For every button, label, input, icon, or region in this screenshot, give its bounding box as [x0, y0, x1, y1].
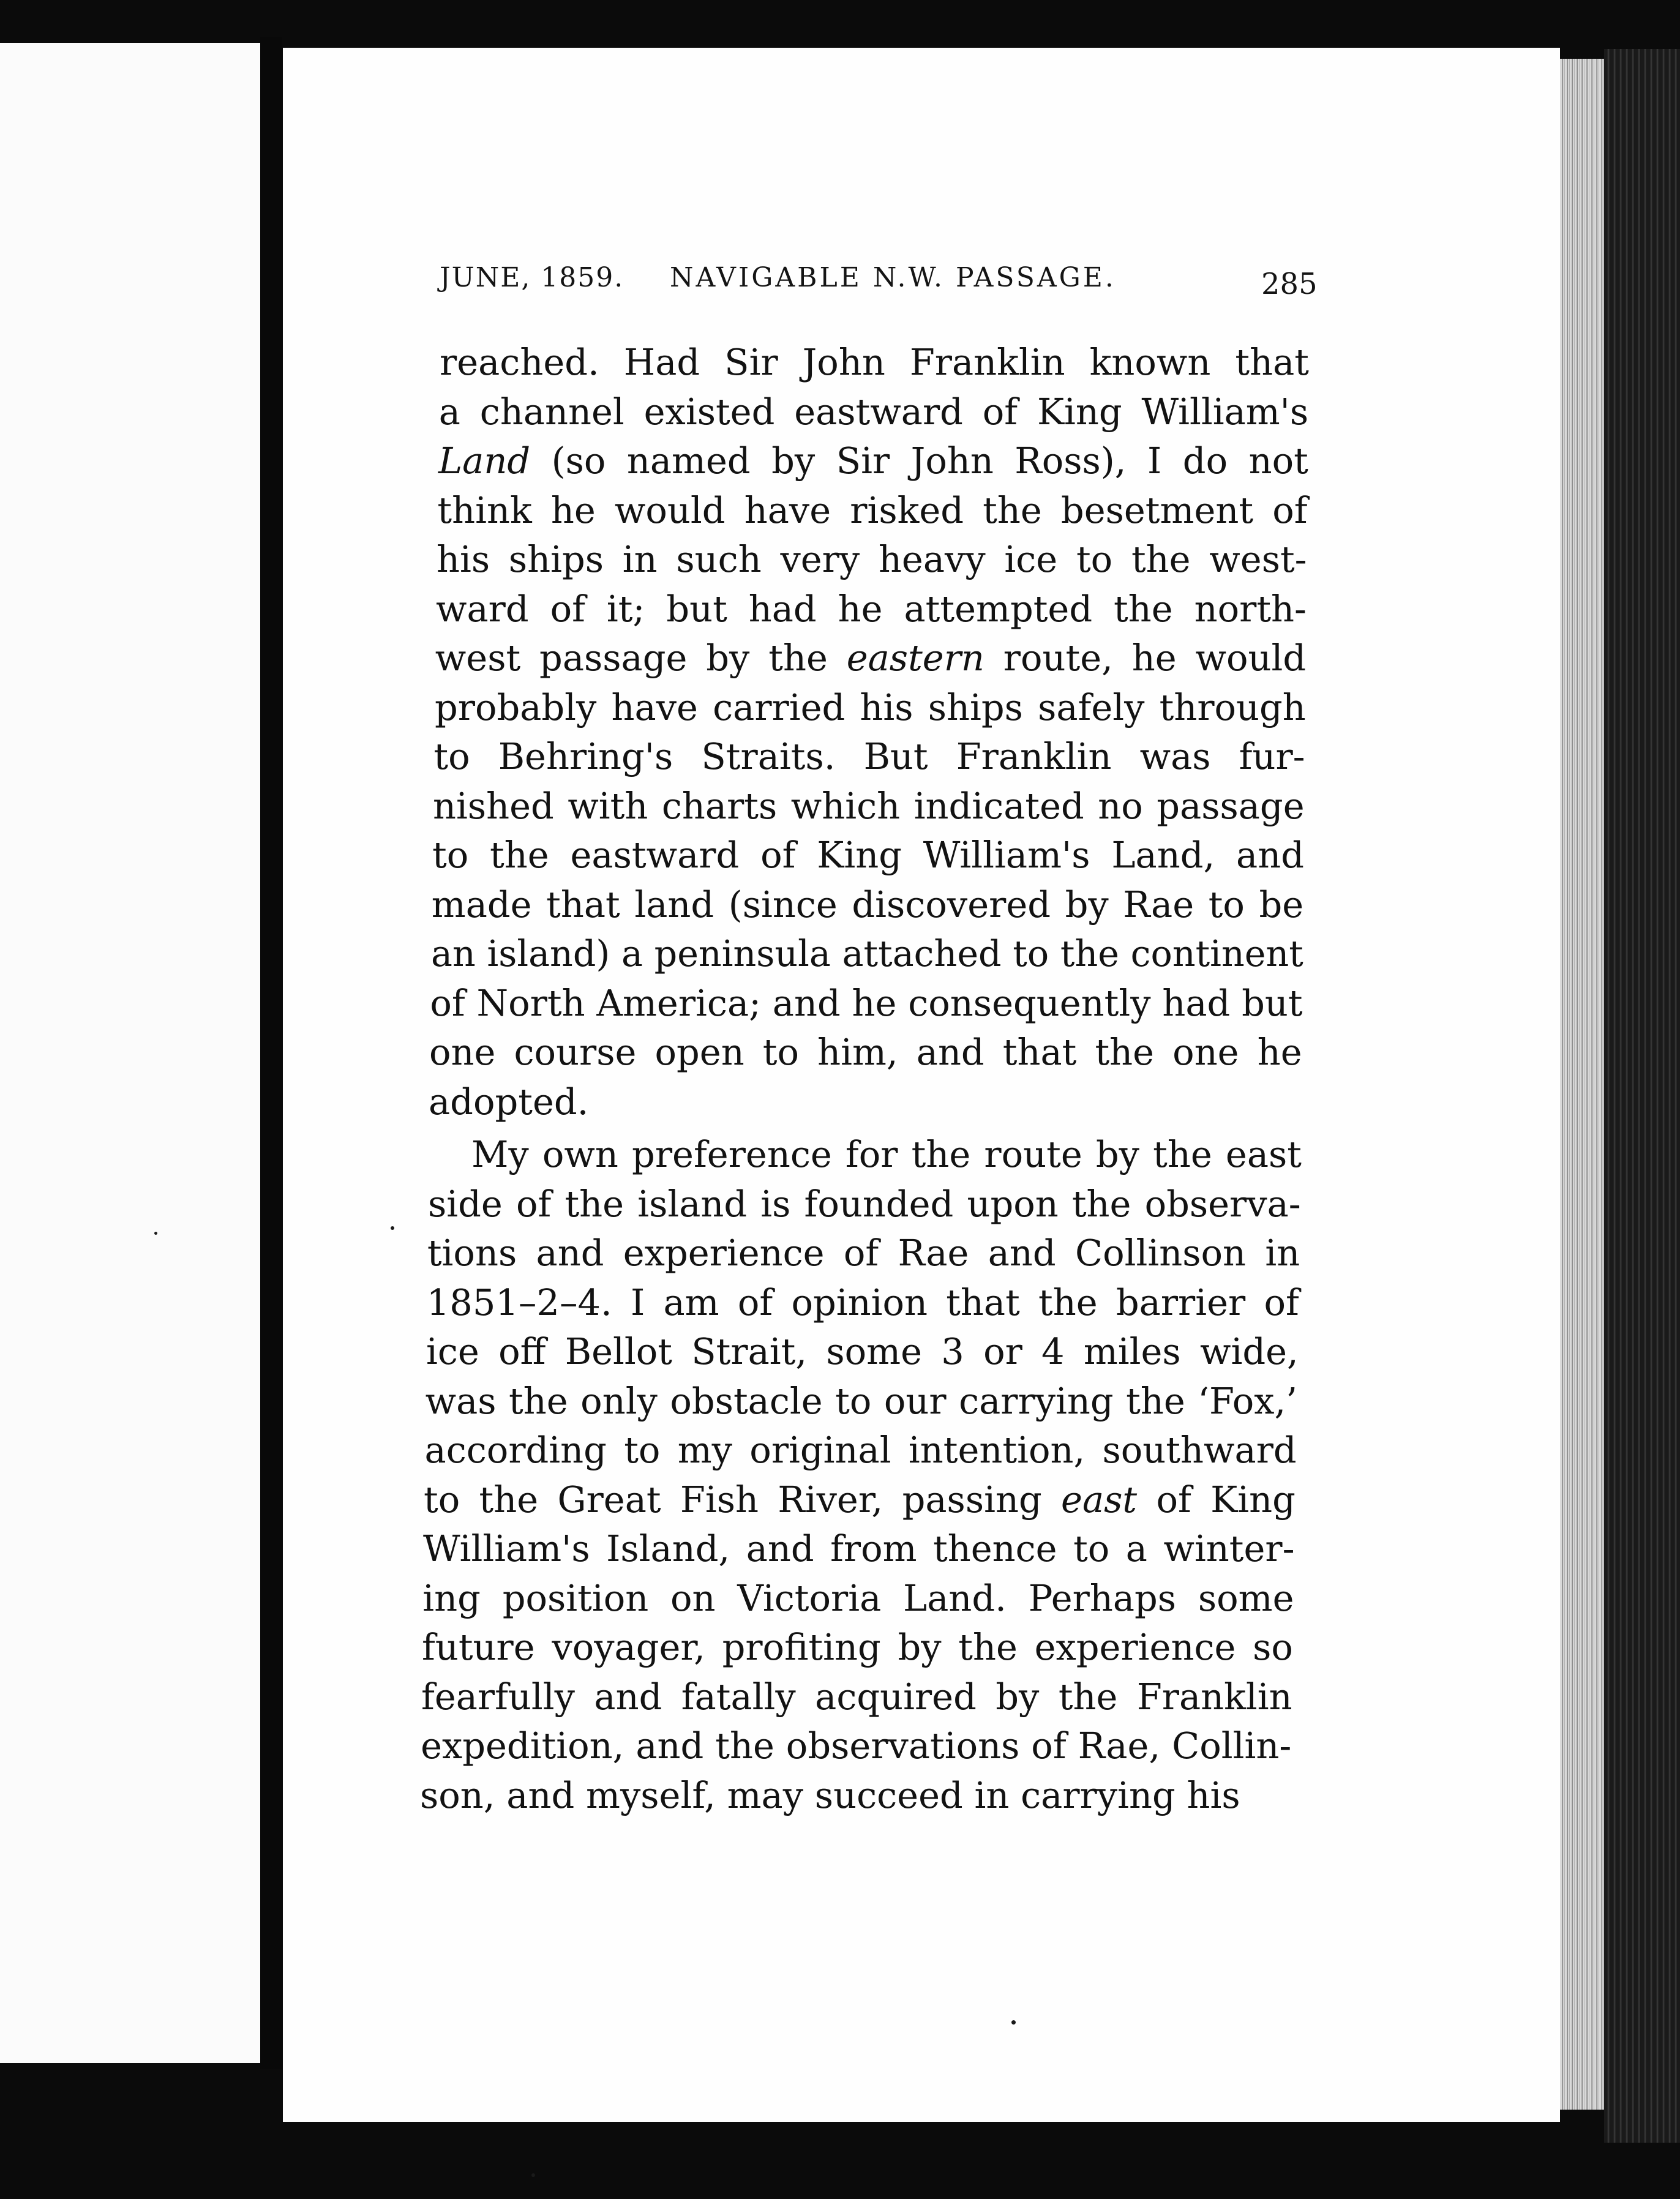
text-line: nished with charts which indicated no passage [433, 784, 1305, 827]
page-number: 285 [1261, 267, 1318, 301]
text-line: fearfully and fatally acquired by the Franklin [421, 1675, 1292, 1718]
text-line [424, 1478, 1296, 1521]
text-line: to the eastward of King William's Land, and [432, 834, 1304, 876]
text-line: adopted. [429, 1080, 589, 1123]
text-line: think he would have risked the besetment of [437, 489, 1308, 531]
header-date: JUNE, 1859. [440, 262, 624, 293]
text-line: was the only obstacle to our carrying the ‘Fox,’ [425, 1379, 1298, 1422]
text-line: son, and myself, may succeed in carrying his [420, 1774, 1240, 1816]
text-line: William's Island, and from thence to a winter- [423, 1527, 1295, 1570]
line-text: to the Great Fish River, passing [424, 1478, 1062, 1521]
text-line: reached. Had Sir John Franklin known that [440, 341, 1309, 383]
text-line: to Behring's Straits. But Franklin was fur- [433, 735, 1305, 777]
text-line: ing position on Victoria Land. Perhaps some [422, 1576, 1294, 1619]
text-line [435, 637, 1307, 679]
text-line: side of the island is founded upon the observa- [427, 1182, 1301, 1225]
text-line: tions and experience of Rae and Collinson in [427, 1232, 1300, 1274]
scan-speck [391, 1226, 394, 1230]
text-line: a channel existed eastward of King William's [438, 390, 1309, 433]
text-line: an island) a peninsula attached to the continent [430, 932, 1303, 975]
italic-text: Land [438, 440, 530, 482]
line-text: route, he would [984, 637, 1307, 679]
scan-speck [1011, 2020, 1016, 2025]
text-line: his ships in such very heavy ice to the west- [437, 538, 1307, 580]
scan-speck [154, 1232, 157, 1235]
text-line: one course open to him, and that the one he [429, 1031, 1302, 1073]
header-title: NAVIGABLE N.W. PASSAGE. [670, 262, 1116, 293]
text-line [438, 440, 1308, 482]
text-line: according to my original intention, southward [424, 1429, 1297, 1471]
text-line: My own preference for the route by the east [471, 1133, 1302, 1175]
line-text: west passage by the [435, 637, 847, 679]
italic-text: eastern [846, 637, 984, 679]
italic-text: east [1061, 1478, 1138, 1521]
text-line: 1851–2–4. I am of opinion that the barrier of [426, 1281, 1299, 1324]
text-line: ward of it; but had he attempted the north- [436, 587, 1307, 630]
line-text: of King [1137, 1478, 1296, 1521]
line-text: (so named by Sir John Ross), I do not [530, 440, 1308, 482]
text-line: expedition, and the observations of Rae, Collin- [421, 1725, 1292, 1767]
scan-speck [531, 2173, 535, 2177]
text-line: ice off Bellot Strait, some 3 or 4 miles wide, [426, 1330, 1299, 1373]
text-line: of North America; and he consequently had but [430, 981, 1303, 1024]
text-line: future voyager, profiting by the experience so [422, 1626, 1294, 1668]
text-line: made that land (since discovered by Rae to be [431, 883, 1304, 926]
text-line: probably have carried his ships safely through [434, 686, 1306, 729]
